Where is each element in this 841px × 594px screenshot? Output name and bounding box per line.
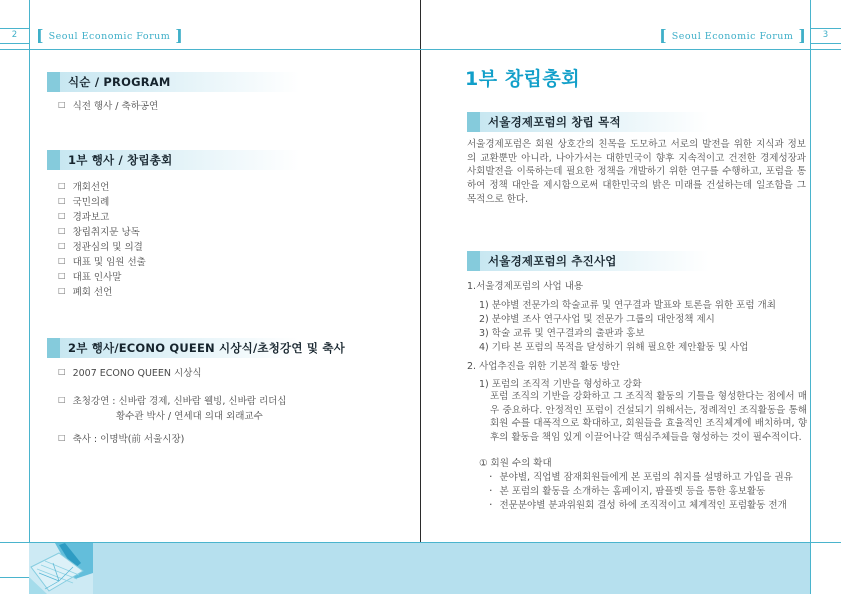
brand-header-left (36, 26, 183, 46)
numbered-list-title: 1.서울경제포럼의 사업 내용 (467, 281, 584, 292)
section-heading-part1 (47, 150, 402, 170)
list-item-text: 창립취지문 낭독 (72, 227, 140, 238)
list-item-text: 대표 인사말 (72, 272, 122, 283)
list-item-text: 대표 및 임원 선출 (72, 257, 146, 268)
header-tick-left-bottom (0, 43, 29, 44)
square-bullet-icon: □ (58, 211, 66, 220)
numbered-list-item: 4) 기타 본 포럼의 목적을 달성하기 위해 필요한 제안활동 및 사업 (479, 342, 749, 353)
section-heading-label: 서울경제포럼의 추진사업 (480, 251, 807, 271)
circled-list-title: ① 회원 수의 확대 (479, 458, 552, 469)
page-number-left: 2 (11, 30, 18, 40)
square-bullet-icon: □ (58, 433, 66, 442)
square-bullet-icon: □ (58, 256, 66, 265)
list-item-text: 2007 ECONO QUEEN 시상식 (72, 368, 202, 379)
brand-title: Seoul Economic Forum (671, 30, 794, 42)
laptop-pen-photo (29, 543, 93, 594)
header-tick-left-top (0, 28, 29, 29)
numbered-list-item: 1) 분야별 전문가의 학술교류 및 연구결과 발표와 토론을 위한 포럼 개최 (479, 300, 776, 311)
square-bullet-icon: □ (58, 271, 66, 280)
square-bullet-icon: □ (58, 100, 66, 109)
list-item (58, 394, 286, 406)
section-heading-label: 2부 행사/ECONO QUEEN 시상식/초청강연 및 축사 (60, 338, 402, 358)
list-item (58, 270, 121, 282)
square-bullet-icon: □ (58, 241, 66, 250)
dot-bullet-icon: · (489, 469, 493, 483)
square-bullet-icon: □ (58, 196, 66, 205)
dot-list-item (489, 470, 793, 482)
list-item-text: 축사 : 이명박(前 서울시장) (72, 434, 185, 445)
list-item (58, 240, 143, 252)
page-title: 1부 창립총회 (465, 68, 581, 90)
brand-header-right (659, 26, 806, 46)
section-heading-part2 (47, 338, 402, 358)
list-item (58, 285, 112, 297)
section-heading-program (47, 72, 402, 92)
square-bullet-icon: □ (58, 226, 66, 235)
page-number-right: 3 (822, 30, 829, 40)
square-bullet-icon: □ (58, 181, 66, 190)
list-item-text: 경과보고 (72, 212, 110, 223)
dot-bullet-icon: · (489, 497, 493, 511)
bracket-open-glyph: [ (36, 26, 44, 45)
dot-bullet-icon: · (489, 483, 493, 497)
list-item (58, 180, 109, 192)
list-item (58, 255, 146, 267)
list-item-text: 초청강연 : 신바람 경제, 신바람 웰빙, 신바람 리더십 (72, 396, 287, 407)
footer-tick-left (0, 577, 29, 578)
list-item-text: 전문분야별 분과위원회 결성 하에 조직적이고 체계적인 포럼활동 전개 (499, 500, 787, 511)
list-item-text: 개회선언 (72, 182, 110, 193)
list-item (58, 99, 158, 111)
square-bullet-icon: □ (58, 395, 66, 404)
bracket-close-glyph: ] (175, 26, 183, 45)
list-item-text: 식전 행사 / 축하공연 (72, 101, 159, 112)
list-item (58, 225, 140, 237)
body-paragraph: 서울경제포럼은 회원 상호간의 친목을 도모하고 서로의 발전을 위한 지식과 정보의 교환뿐만 아니라, 나아가서는 대한민국이 향후 지속적이고 건전한 경제성장과 사회발전을 이룩하는데 필요한 정책을 개발하기 위한 연구를 수행하고, 포럼을 통하여 정책 대안을 제시함으로써 대한민국의 밝은 미래를 건설하는데 일조함을 그 목적으로 한다. (467, 139, 806, 205)
header-tick-right-top (810, 28, 841, 29)
square-bullet-icon: □ (58, 367, 66, 376)
numbered-list-item: 3) 학술 교류 및 연구결과의 출판과 홍보 (479, 328, 645, 339)
heading-square-icon (467, 251, 480, 271)
left-margin-line (29, 0, 30, 594)
right-margin-line (810, 0, 811, 594)
list-item (58, 432, 184, 444)
square-bullet-icon: □ (58, 286, 66, 295)
list-item (58, 366, 202, 378)
section-heading-label: 서울경제포럼의 창립 목적 (480, 112, 807, 132)
body-paragraph: 포럼 조직의 기반을 강화하고 그 조직적 활동의 기틀을 형성한다는 점에서 매우 중요하다. 안정적인 포럼이 건설되기 위해서는, 정례적인 조직활동을 통해 회원 수를 대폭적으로 확대하고, 회원들을 효율적인 조직체계에 배치하며, 향후의 활동을 책임 있게 이끌어나갈 핵심주체들을 형성하는 것이 필수적이다. (490, 391, 807, 444)
header-rule (0, 49, 841, 50)
list-item (58, 210, 109, 222)
list-item-text: 분야별, 직업별 잠재회원들에게 본 포럼의 취지를 설명하고 가입을 권유 (499, 472, 793, 483)
numbered-list-item: 2) 분야별 조사 연구사업 및 전문가 그룹의 대안정책 제시 (479, 314, 715, 325)
center-fold-line (420, 0, 421, 543)
section-heading-label: 1부 행사 / 창립총회 (60, 150, 402, 170)
dot-list-item (489, 484, 765, 496)
heading-square-icon (47, 72, 60, 92)
list-item-text: 폐회 선언 (72, 287, 113, 298)
brand-title: Seoul Economic Forum (48, 30, 171, 42)
section-heading-label: 식순 / PROGRAM (60, 72, 402, 92)
section-heading-projects (467, 251, 807, 271)
section-heading-purpose (467, 112, 807, 132)
heading-square-icon (467, 112, 480, 132)
list-item-text: 정관심의 및 의결 (72, 242, 143, 253)
list-item-text: 국민의례 (72, 197, 110, 208)
list-item-text: 본 포럼의 활동을 소개하는 홈페이지, 팜플렛 등을 통한 홍보활동 (499, 486, 766, 497)
dot-list-item (489, 498, 787, 510)
bracket-close-glyph: ] (798, 26, 806, 45)
bracket-open-glyph: [ (659, 26, 667, 45)
heading-square-icon (47, 150, 60, 170)
header-tick-right-bottom (810, 43, 841, 44)
numbered-list-subtitle: 1) 포럼의 조직적 기반을 형성하고 강화 (479, 379, 642, 390)
heading-square-icon (47, 338, 60, 358)
numbered-list-title: 2. 사업추진을 위한 기본적 활동 방안 (467, 361, 620, 372)
footer-band (29, 543, 810, 594)
list-item (58, 195, 109, 207)
list-item-continuation: 황수관 박사 / 연세대 의대 외래교수 (116, 411, 263, 422)
